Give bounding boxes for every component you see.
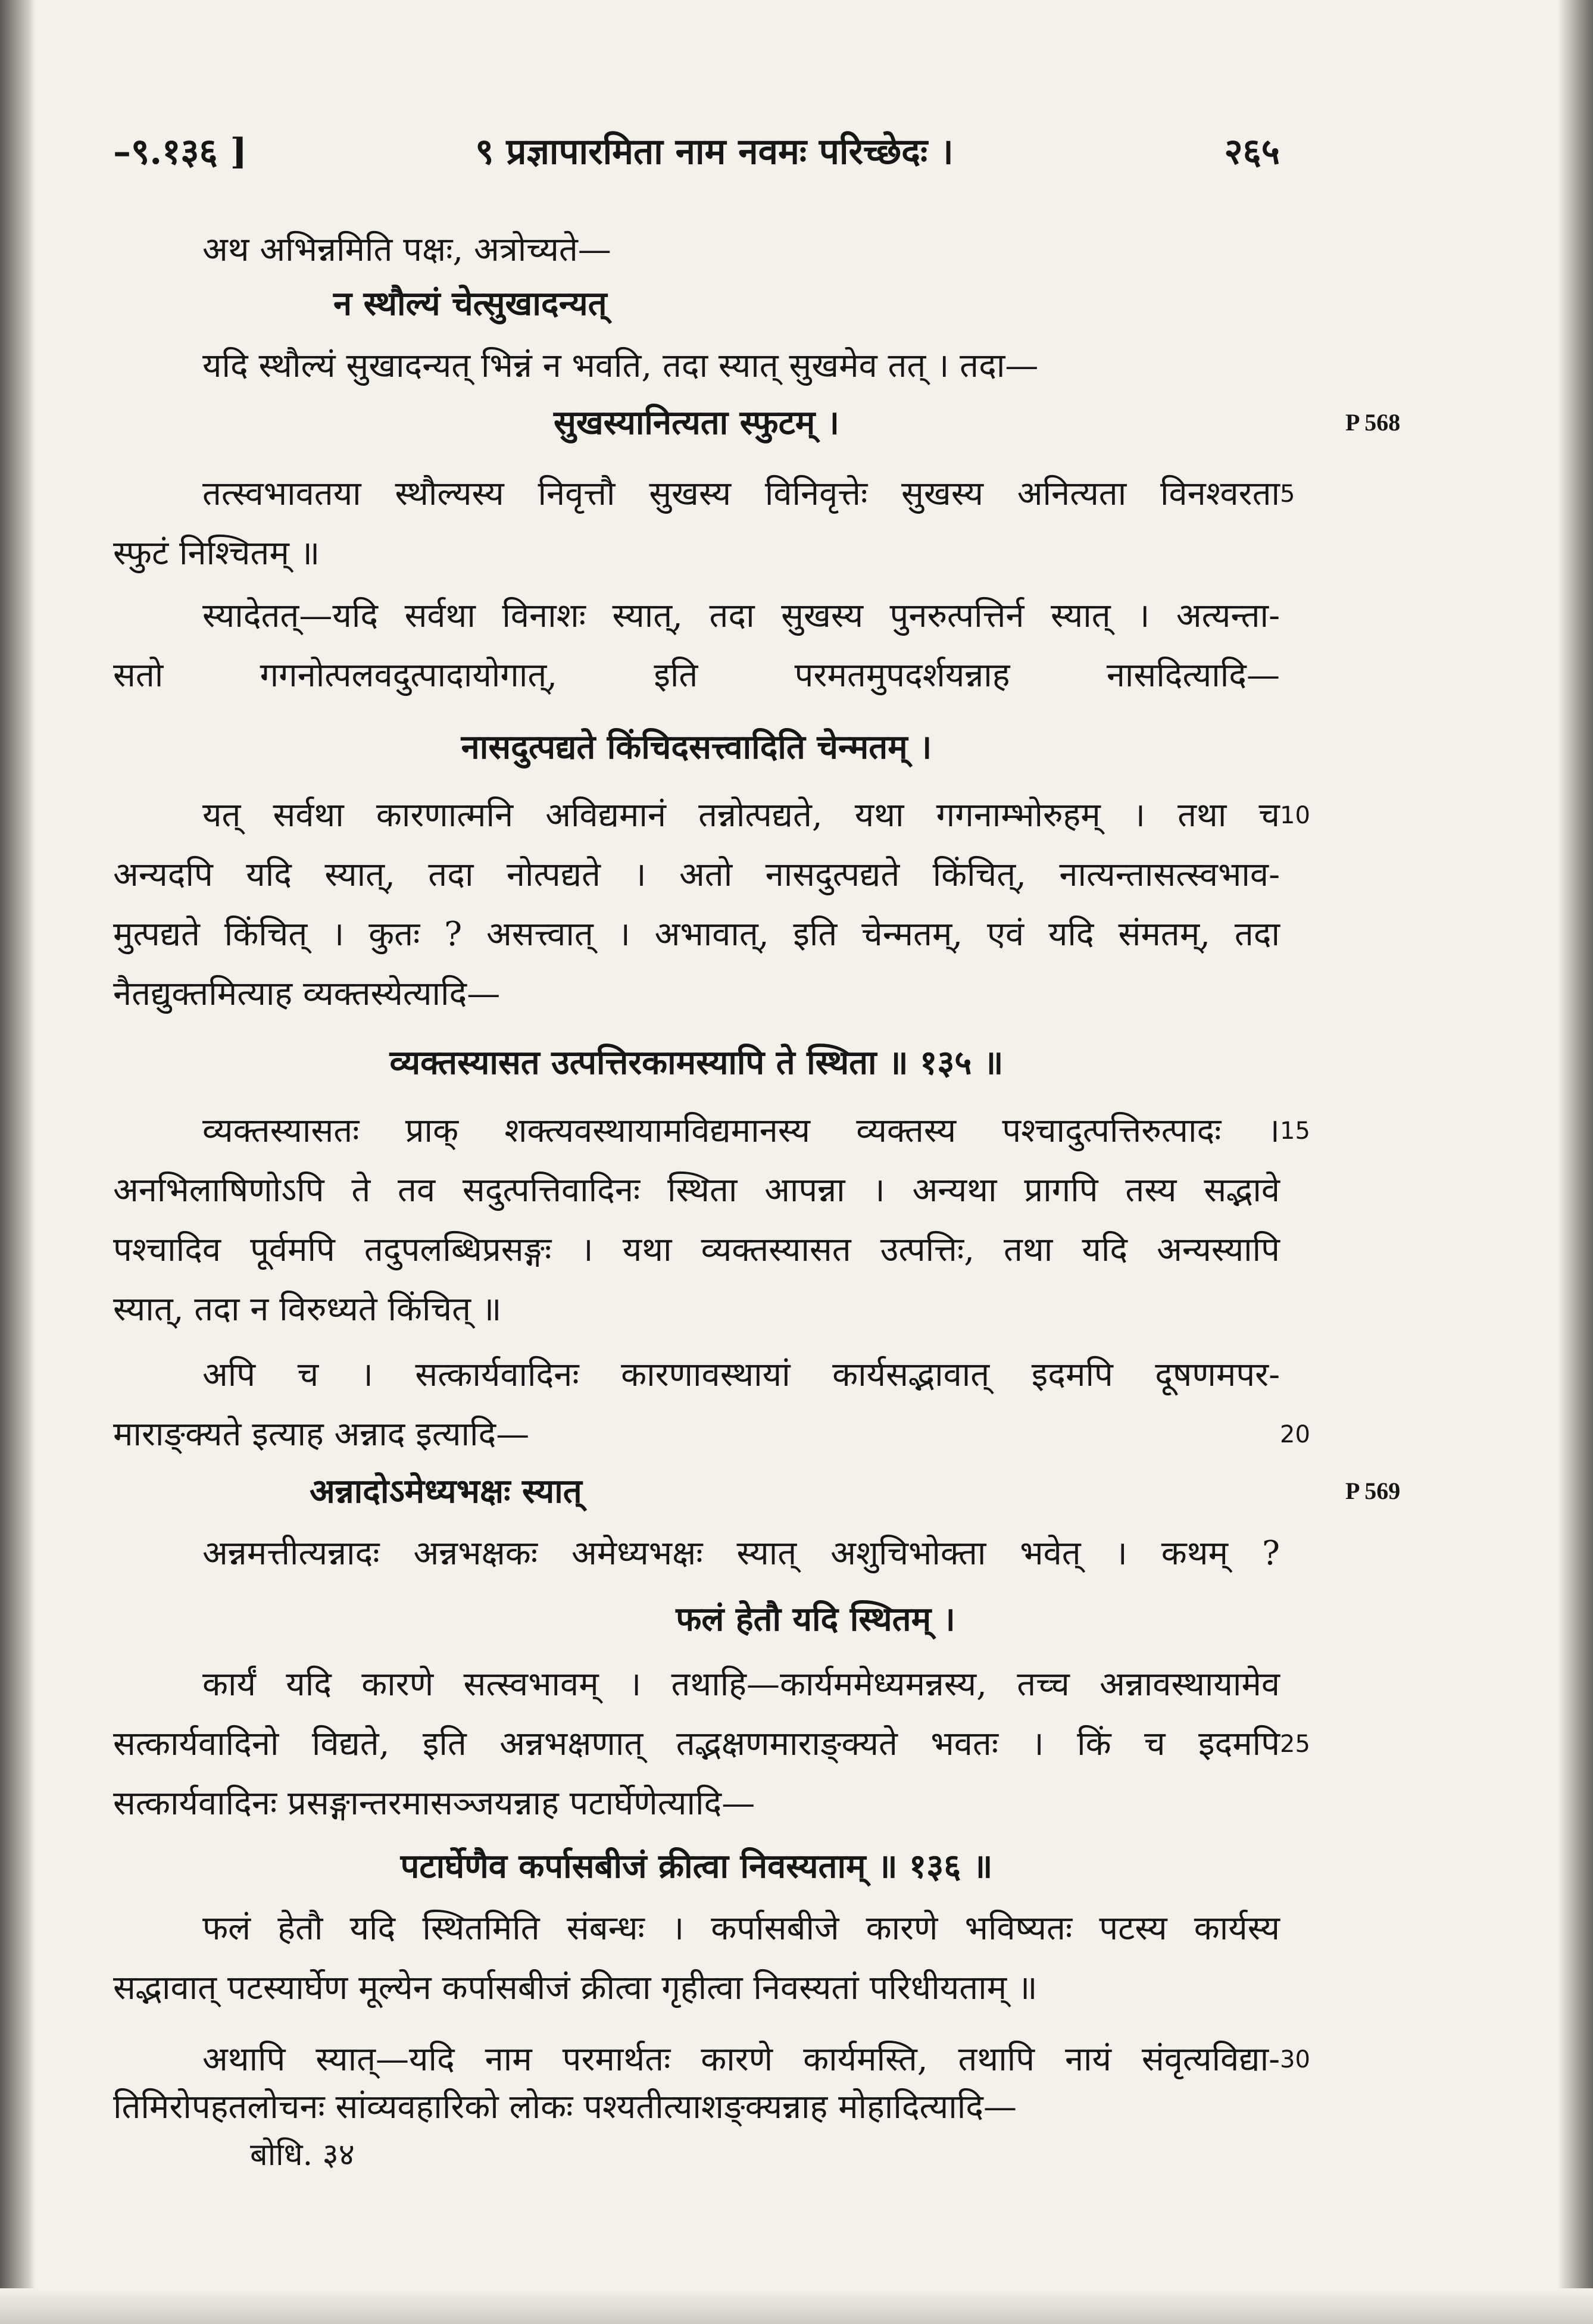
- running-head-ref: –९.१३६ ]: [113, 131, 247, 173]
- text-line: अनभिलाषिणोऽपि ते तव सदुत्पत्तिवादिनः स्थिता आपन्ना । अन्यथा प्रागपि तस्य सद्भावे: [113, 1171, 1280, 1210]
- text-line: अपि च । सत्कार्यवादिनः कारणावस्थायां कार्यसद्भावात् इदमपि दूषणमपर-: [202, 1355, 1280, 1394]
- page-ref-marker: P 568: [1345, 409, 1401, 436]
- page-shadow-bottom: [0, 2288, 1593, 2324]
- page-shadow-left: [0, 0, 36, 2324]
- text-line: सद्भावात् पटस्यार्घेण मूल्येन कर्पासबीजं क्रीत्वा गृहीत्वा निवस्यतां परिधीयताम् ॥: [113, 1969, 1038, 2007]
- page-number: २६५: [1224, 131, 1280, 173]
- text-line: स्फुटं निश्चितम् ॥: [113, 534, 320, 573]
- text-line: सत्कार्यवादिनः प्रसङ्गान्तरमासञ्जयन्नाह पटार्घेणेत्यादि—: [113, 1784, 755, 1823]
- verse-line: पटार्घेणैव कर्पासबीजं क्रीत्वा निवस्यताम् ॥ १३६ ॥: [400, 1847, 993, 1886]
- verse-line: न स्थौल्यं चेत्सुखादन्यत्: [333, 284, 607, 323]
- line-number: 10: [1280, 802, 1310, 829]
- text-line: अथापि स्यात्—यदि नाम परमार्थतः कारणे कार्यमस्ति, तथापि नायं संवृत्यविद्या-: [202, 2040, 1280, 2079]
- verse-line: अन्नादोऽमेध्यभक्षः स्यात्: [310, 1472, 582, 1511]
- page-ref-marker: P 569: [1345, 1478, 1401, 1504]
- text-line: माराङ्क्यते इत्याह अन्नाद इत्यादि—: [113, 1415, 530, 1454]
- signature-mark: बोधि. ३४: [250, 2137, 355, 2173]
- text-line: तत्स्वभावतया स्थौल्यस्य निवृत्तौ सुखस्य विनिवृत्तेः सुखस्य अनित्यता विनश्वरता: [202, 474, 1280, 513]
- text-line: व्यक्तस्यासतः प्राक् शक्त्यवस्थायामविद्यमानस्य व्यक्तस्य पश्चादुत्पत्तिरुत्पादः ।: [202, 1111, 1280, 1150]
- text-line: मुत्पद्यते किंचित् । कुतः ? असत्त्वात् । अभावात्, इति चेन्मतम्, एवं यदि संमतम्, तदा: [113, 915, 1280, 954]
- text-line: अन्नमत्तीत्यन्नादः अन्नभक्षकः अमेध्यभक्षः स्यात् अशुचिभोक्ता भवेत् । कथम् ?: [202, 1534, 1280, 1573]
- text-line: स्यादेतत्—यदि सर्वथा विनाशः स्यात्, तदा सुखस्य पुनरुत्पत्तिर्न स्यात् । अत्यन्ता-: [202, 596, 1280, 635]
- text-line: पश्चादिव पूर्वमपि तदुपलब्धिप्रसङ्गः । यथा व्यक्तस्यासत उत्पत्तिः, तथा यदि अन्यस्यापि: [113, 1230, 1280, 1269]
- text-line: सत्कार्यवादिनो विद्यते, इति अन्नभक्षणात् तद्भक्षणमाराङ्क्यते भवतः । किं च इदमपि: [113, 1725, 1280, 1763]
- verse-line: व्यक्तस्यासत उत्पत्तिरकामस्यापि ते स्थिता ॥ १३५ ॥: [389, 1043, 1004, 1082]
- text-line: स्यात्, तदा न विरुध्यते किंचित् ॥: [113, 1290, 502, 1329]
- page-shadow-right: [1557, 0, 1593, 2324]
- running-head-title: ९ प्रज्ञापारमिता नाम नवमः परिच्छेदः ।: [475, 131, 954, 173]
- text-line: अन्यदपि यदि स्यात्, तदा नोत्पद्यते । अतो नासदुत्पद्यते किंचित्, नात्यन्तासत्स्वभाव-: [113, 855, 1280, 894]
- text-line: फलं हेतौ यदि स्थितमिति संबन्धः । कर्पासबीजे कारणे भविष्यतः पटस्य कार्यस्य: [202, 1909, 1280, 1948]
- text-line: यदि स्थौल्यं सुखादन्यत् भिन्नं न भवति, तदा स्यात् सुखमेव तत् । तदा—: [202, 346, 1039, 385]
- text-line: तिमिरोपहतलोचनः सांव्यवहारिको लोकः पश्यतीत्याशङ्क्यन्नाह मोहादित्यादि—: [113, 2088, 1017, 2126]
- text-line: नैतद्युक्तमित्याह व्यक्तस्येत्यादि—: [113, 974, 501, 1013]
- verse-line: नासदुत्पद्यते किंचिदसत्त्वादिति चेन्मतम् ।: [461, 727, 932, 767]
- text-line: कार्यं यदि कारणे सत्स्वभावम् । तथाहि—कार्यममेध्यमन्नस्य, तच्च अन्नावस्थायामेव: [202, 1665, 1280, 1704]
- line-number: 30: [1280, 2046, 1310, 2073]
- text-line: सतो गगनोत्पलवदुत्पादायोगात्, इति परमतमुपदर्शयन्नाह नासदित्यादि—: [113, 656, 1280, 695]
- text-line: यत् सर्वथा कारणात्मनि अविद्यमानं तन्नोत्पद्यते, यथा गगनाम्भोरुहम् । तथा च: [202, 796, 1280, 835]
- line-number: 5: [1280, 480, 1295, 508]
- line-number: 25: [1280, 1730, 1310, 1758]
- line-number: 20: [1280, 1421, 1310, 1448]
- text-line: अथ अभिन्नमिति पक्षः, अत्रोच्यते—: [202, 230, 611, 269]
- line-number: 15: [1280, 1117, 1310, 1145]
- verse-line: फलं हेतौ यदि स्थितम् ।: [676, 1600, 955, 1639]
- verse-line: सुखस्यानित्यता स्फुटम् ।: [553, 403, 840, 442]
